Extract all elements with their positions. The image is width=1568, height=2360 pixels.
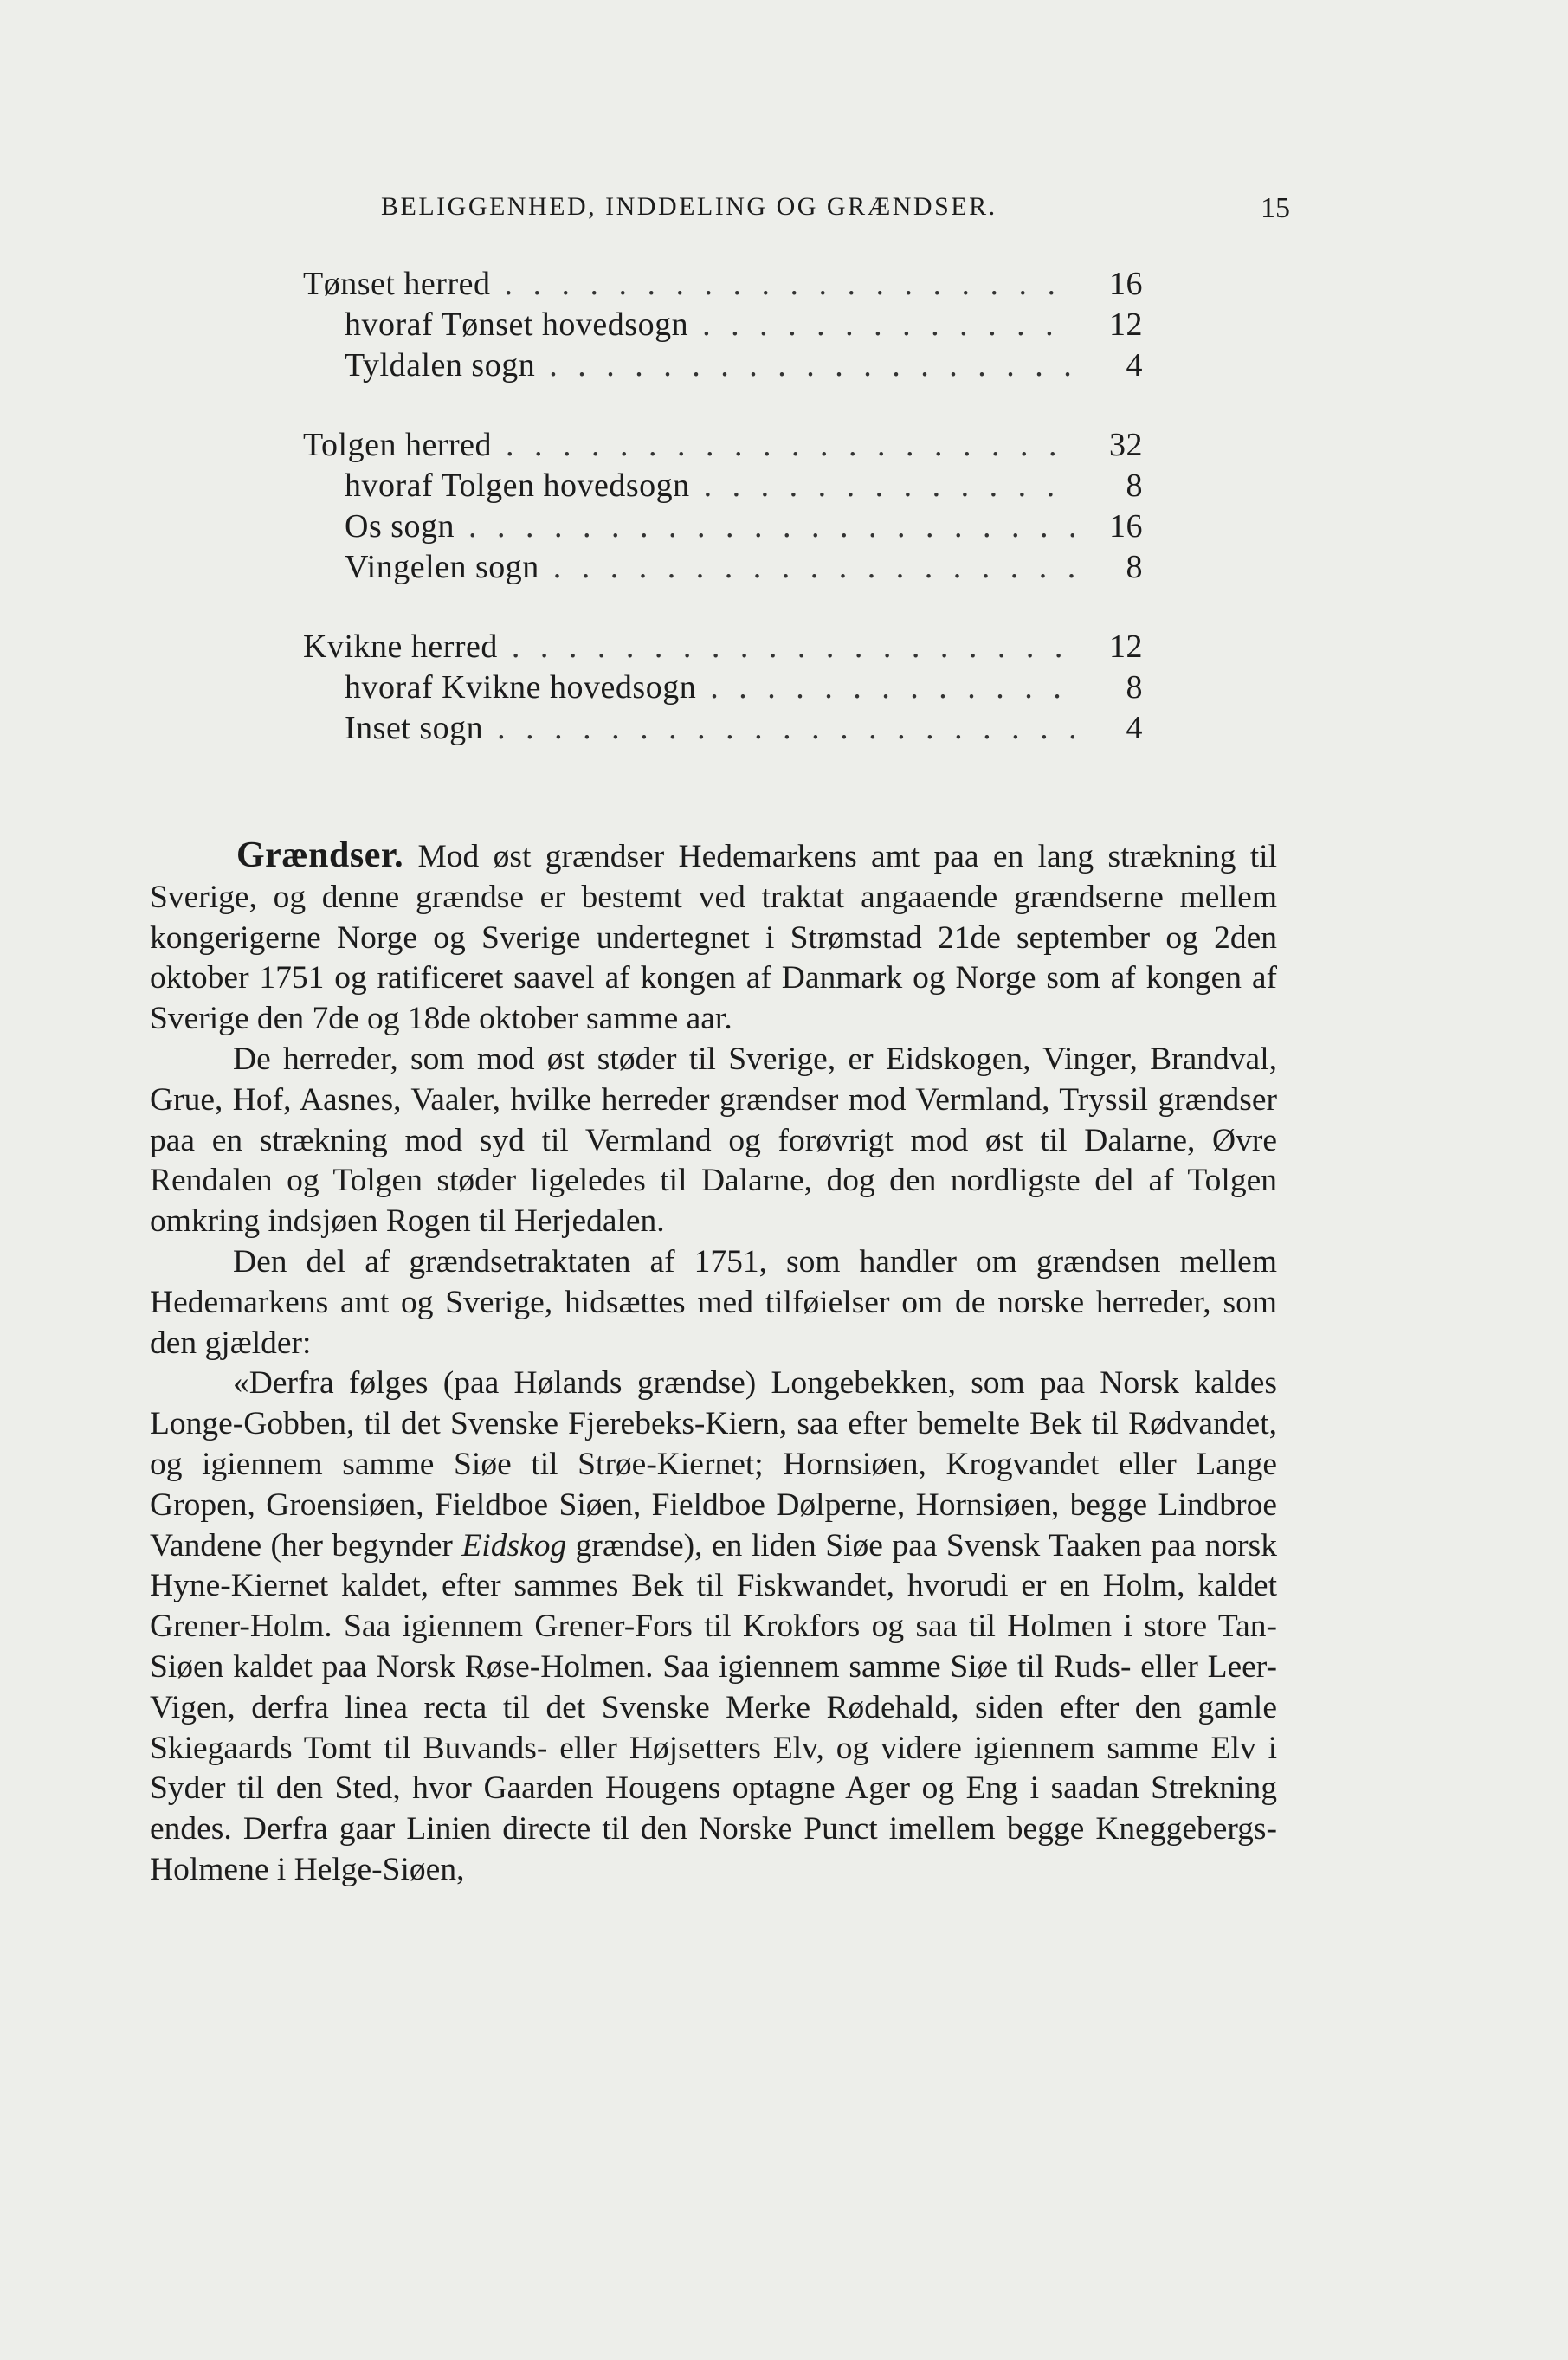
row-value: 16	[1109, 508, 1143, 545]
row-value: 32	[1109, 427, 1143, 463]
leader-dots	[498, 628, 1074, 666]
row-value: 4	[1126, 710, 1143, 746]
leader-dots	[696, 668, 1074, 706]
page-number: 15	[1261, 192, 1290, 224]
row-label: hvoraf Kvikne hovedsogn	[345, 669, 697, 706]
table-row	[303, 426, 1143, 467]
leader-dots	[490, 265, 1074, 303]
paragraph-text: Mod øst grændser Hedemarkens amt paa en lang strækning til Sverige, og denne grændse er bestemt ved traktat angaaende grændserne mellem kongerigerne Norge og Sverige undertegnet i Strømstad 21de september og 2den oktober 1751 og ratificeret saavel af kongen af Danmark og Norge som af kongen af Sverige den 7de og 18de oktober samme aar.	[150, 839, 1278, 1037]
table-row	[303, 548, 1143, 589]
row-label: Tolgen herred	[303, 427, 493, 463]
leader-dots	[455, 507, 1074, 545]
running-head	[381, 192, 1290, 235]
row-label: Tyldalen sogn	[345, 347, 536, 384]
paragraph-grandser	[150, 835, 1277, 1040]
row-value: 12	[1109, 629, 1143, 665]
parish-count-table	[303, 265, 1143, 789]
paragraph: Den del af grændsetraktaten af 1751, som handler om grændsen mellem Hedemarkens amt og Sverige, hidsættes med tilføielser om de norske herreder, som den gjælder:	[150, 1243, 1277, 1361]
table-row	[303, 628, 1143, 668]
paragraph: De herreder, som mod øst støder til Sverige, er Eidskogen, Vinger, Brandval, Grue, Hof, Aasnes, Vaaler, hvilke herreder grændser mod Vermland, Tryssil grændser paa en strækning mod syd til Vermland og forøvrigt mod øst til Dalarne, Øvre Rendalen og Tolgen støder ligeledes til Dalarne, dog den nordligste del af Tolgen omkring indsjøen Rogen til Herjedalen.	[150, 1041, 1277, 1240]
leader-dots	[688, 306, 1074, 344]
table-row	[303, 265, 1143, 306]
paragraph-treaty-quote	[150, 1364, 1277, 1890]
row-label: Kvikne herred	[303, 629, 498, 665]
row-value: 8	[1126, 467, 1143, 504]
row-label: Inset sogn	[345, 710, 484, 746]
table-group-tonset	[303, 265, 1143, 387]
leader-dots	[535, 346, 1074, 384]
row-value: 8	[1126, 549, 1143, 585]
leader-dots	[690, 467, 1074, 505]
table-row	[303, 507, 1143, 548]
row-value: 16	[1109, 266, 1143, 302]
table-row	[303, 709, 1143, 750]
row-label: Tønset herred	[303, 266, 491, 302]
row-value: 8	[1126, 669, 1143, 706]
leader-dots	[539, 548, 1074, 586]
table-group-kvikne	[303, 628, 1143, 750]
table-group-tolgen	[303, 426, 1143, 589]
leader-dots	[492, 426, 1074, 464]
table-row	[303, 668, 1143, 709]
italic-place-name: Eidskog	[461, 1527, 567, 1564]
paragraph-text: «Derfra følges (paa Hølands grændse) Longebekken, som paa Norsk kaldes Longe-Gobben, til det Svenske Fjerebeks-Kiern, saa efter bemelte Bek til Rødvandet, og igiennem samme Siøe til Strøe-Kiernet; Hornsiøen, Krogvandet eller Lange Gropen, Groensiøen, Fieldboe Siøen, Fieldboe Dølperne, Hornsiøen, begge Lindbroe Vandene (her begynder	[150, 1365, 1277, 1564]
row-value: 12	[1109, 306, 1143, 343]
section-heading: Grændser.	[236, 835, 404, 875]
leader-dots	[483, 709, 1074, 747]
row-label: Vingelen sogn	[345, 549, 539, 585]
paragraph-text: grændse), en liden Siøe paa Svensk Taaken paa norsk Hyne-Kiernet kaldet, efter sammes Bek til Fiskwandet, hvorudi er en Holm, kaldet Grener-Holm. Saa igiennem Grener-Fors til Krokfors og saa til Holmen i store Tan-Siøen kaldet paa Norsk Røse-Holmen. Saa igiennem samme Siøe til Ruds- eller Leer-Vigen, derfra linea recta til det Svenske Merke Rødehald, siden efter den gamle Skiegaards Tomt til Buvands- eller Højsetters Elv, og videre igiennem samme Elv i Syder til den Sted, hvor Gaarden Hougens optagne Ager og Eng i saadan Strekning endes. Derfra gaar Linien directe til den Norske Punct imellem begge Kneggebergs-Holmene i Helge-Siøen,	[150, 1527, 1277, 1887]
row-label: hvoraf Tolgen hovedsogn	[345, 467, 690, 504]
table-row	[303, 306, 1143, 346]
body-text	[150, 835, 1277, 1891]
row-label: hvoraf Tønset hovedsogn	[345, 306, 689, 343]
row-value: 4	[1126, 347, 1143, 384]
table-row	[303, 467, 1143, 507]
running-head-title: BELIGGENHED, INDDELING OG GRÆNDSER.	[381, 192, 997, 221]
row-label: Os sogn	[345, 508, 455, 545]
table-row	[303, 346, 1143, 387]
